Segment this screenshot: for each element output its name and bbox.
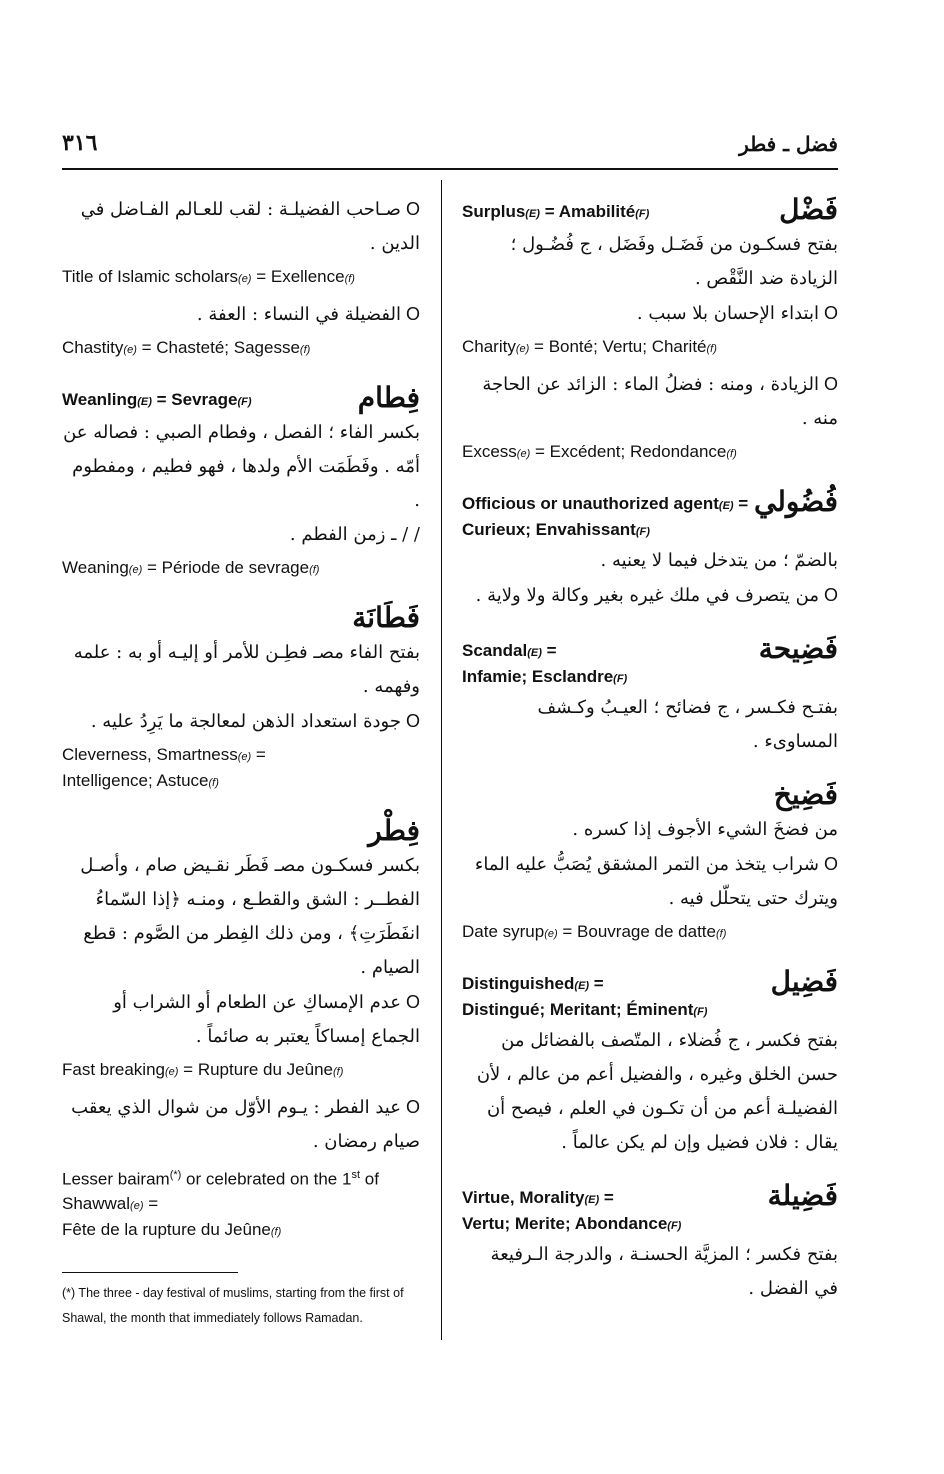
entry-fudooli <box>462 484 838 613</box>
definition: O ابتداء الإحسان بلا سبب . <box>462 296 838 331</box>
definition: بفتح فسكـون من فَضَـل وفَضَل ، ج فُضُـول ؛ الزيادة ضد النَّقْص . <box>510 234 838 289</box>
definition: من فضخَ الشيء الأجوف إذا كسره . <box>572 819 838 840</box>
translation: Date syrup(e) = Bouvrage de datte(f) <box>462 922 727 941</box>
translation: Cleverness, Smartness(e) = Intelligence; Astuce(f) <box>62 745 266 790</box>
translation: Lesser bairam(*) or celebrated on the 1st of Shawwal(e) = Fête de la rupture du Jeûne(f) <box>62 1169 379 1239</box>
entry-translation: Distinguished(E) = Distingué; Meritant; Éminent(F) <box>462 974 708 1019</box>
entry-fitr <box>62 813 420 1244</box>
entry-fadeekh <box>462 777 838 946</box>
headword: فِطْر <box>368 814 420 847</box>
headword: فَضِيل <box>770 965 838 998</box>
definition: بكسر الفاء ؛ الفصل ، وفطام الصبي : فصاله عن أمّه . وفَطَمَت الأم ولدها ، فهو فطيم ، ومفطوم . <box>63 422 420 511</box>
page-header <box>62 128 838 164</box>
entry-fadl <box>462 192 838 466</box>
definition: بفتح فكسر ، ج فُضلاء ، المتّصف بالفضائل من حسن الخلق وغيره ، والفضيل أعم من عالم ، لأن الفضيلـة أعم من أن تكـون في العلم ، فيصح أن يقال : فلان فضيل وإن لم يكن عالماً . <box>476 1030 838 1153</box>
headword: فَضْل <box>779 193 838 226</box>
column-divider <box>441 180 442 1340</box>
entry-fadeel <box>462 964 838 1160</box>
definition: O شراب يتخذ من التمر المشقق يُصَبُّ عليه الماء ويترك حتى يتحلّل فيه . <box>462 847 838 916</box>
footnote: (*) The three - day festival of muslims, starting from the first of Shawal, the month that immediately follows Ramadan. <box>62 1285 404 1325</box>
entry-translation: Officious or unauthorized agent(E) = Curieux; Envahissant(F) <box>462 494 749 539</box>
entry-fatana <box>62 600 420 795</box>
headword: فِطام <box>357 381 420 414</box>
right-column <box>462 192 838 1324</box>
header-divider <box>62 168 838 170</box>
definition: O عيد الفطر : يـوم الأوّل من شوال الذي يعقب صيام رمضان . <box>62 1090 420 1159</box>
translation: Charity(e) = Bonté; Vertu; Charité(f) <box>462 337 717 356</box>
headword: فَضِيحة <box>758 632 838 665</box>
header-title: فضل ـ فطر <box>739 132 838 156</box>
page-number: ٣١٦ <box>62 130 98 156</box>
definition: O جودة استعداد الذهن لمعالجة ما يَرِدُ عليه . <box>62 704 420 739</box>
entry-fadeeha <box>462 631 838 759</box>
definition: بفتح الفاء مصـ فطِـن للأمر أو إليـه أو به : علمه وفهمه . <box>73 642 420 697</box>
entry-fadeela-continued <box>62 192 420 362</box>
translation: Fast breaking(e) = Rupture du Jeûne(f) <box>62 1060 344 1079</box>
entry-fitam <box>62 380 420 582</box>
definition: بالضمّ ؛ من يتدخل فيما لا يعنيه . <box>600 550 838 571</box>
definition: بكسر فسكـون مصـ فَطَر نقـيض صام ، وأصـل الفطــر : الشق والقطـع ، ومنـه ﴿إذا السّماءُ انفَطَرَتِ﴾ ، ومن ذلك الفِطر من الصَّوم : قطع الصيام . <box>80 855 420 978</box>
translation: Chastity(e) = Chasteté; Sagesse(f) <box>62 338 311 357</box>
definition: O الزيادة ، ومنه : فضلُ الماء : الزائد عن الحاجة منه . <box>462 367 838 436</box>
definition: / / ـ زمن الفطم . <box>289 524 420 545</box>
entry-translation: Surplus(E) = Amabilité(F) <box>462 202 650 221</box>
footnote-divider <box>62 1272 238 1273</box>
headword: فُضُولي <box>754 485 838 518</box>
definition: O صـاحب الفضيلـة : لقب للعـالم الفـاضل في الدين . <box>62 192 420 261</box>
definition: بفتـح فكـسر ، ج فضائح ؛ العيـبُ وكـشف المساوىء . <box>537 697 838 752</box>
headword: فَضِيلة <box>767 1179 838 1212</box>
headword: فَطَانَة <box>352 601 420 634</box>
entry-translation: Weanling(E) = Sevrage(F) <box>62 390 252 409</box>
headword: فَضِيخ <box>773 778 838 811</box>
translation: Excess(e) = Excédent; Redondance(f) <box>462 442 737 461</box>
definition: O الفضيلة في النساء : العفة . <box>62 297 420 332</box>
definition: بفتح فكسر ؛ المزيَّة الحسنـة ، والدرجة الـرفيعة في الفضل . <box>490 1244 838 1299</box>
left-column <box>62 192 420 1331</box>
entry-translation: Scandal(E) = Infamie; Esclandre(F) <box>462 641 628 686</box>
entry-fadeela <box>462 1178 838 1306</box>
definition: O عدم الإمساكِ عن الطعام أو الشراب أو الجماع إمساكاً يعتبر به صائماً . <box>62 985 420 1054</box>
definition: O من يتصرف في ملك غيره بغير وكالة ولا ولاية . <box>462 578 838 613</box>
translation: Title of Islamic scholars(e) = Exellence(f) <box>62 267 355 286</box>
entry-translation: Virtue, Morality(E) = Vertu; Merite; Abondance(F) <box>462 1188 682 1233</box>
translation: Weaning(e) = Période de sevrage(f) <box>62 558 320 577</box>
